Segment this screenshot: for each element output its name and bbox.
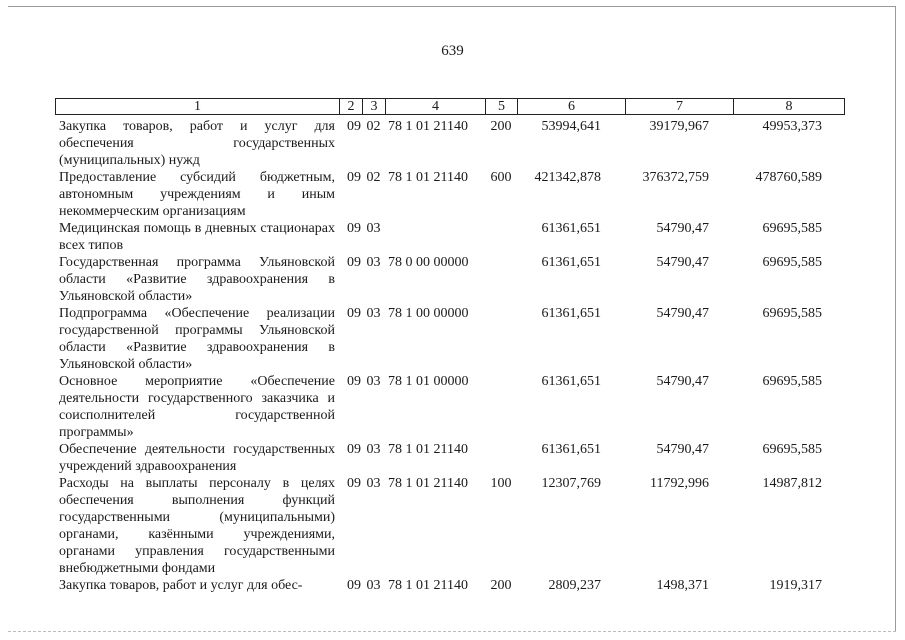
row-amount-2: 54790,47: [656, 255, 709, 270]
row-amount-3: 1919,317: [769, 578, 822, 593]
column-header-expense-type: 5: [486, 99, 518, 114]
row-expense-type: [485, 305, 517, 373]
row-target-article: 78 1 01 00000: [388, 374, 469, 389]
row-target-article: [385, 220, 485, 254]
row-expense-type: [485, 441, 517, 475]
column-header-amount-1: 6: [518, 99, 626, 114]
table-row: [55, 577, 845, 594]
row-expense-type: 100: [490, 476, 512, 491]
row-amount-2: 54790,47: [656, 221, 709, 236]
row-section: 09: [347, 442, 361, 457]
row-name: Предоставление субсидий бюджетным, автономным учреждениям и иным некоммерческим организациям: [59, 170, 335, 219]
row-expense-type: 200: [490, 119, 512, 134]
row-amount-2: 54790,47: [656, 442, 709, 457]
table-body: [55, 118, 845, 594]
column-header-section: 2: [340, 99, 363, 114]
page-number: 639: [441, 43, 464, 59]
row-section: 09: [347, 374, 361, 389]
row-amount-3: 478760,589: [755, 170, 822, 185]
row-amount-3: 69695,585: [762, 255, 822, 270]
row-name: Медицинская помощь в дневных стационарах всех типов: [59, 221, 335, 253]
column-header-amount-3: 8: [785, 99, 793, 114]
row-subsection: 02: [366, 170, 381, 185]
row-expense-type: [485, 254, 517, 305]
row-section: 09: [347, 119, 361, 134]
row-amount-3: 69695,585: [762, 442, 822, 457]
row-section: 09: [347, 221, 361, 236]
row-name: Расходы на выплаты персоналу в целях обеспечения выполнения функций государственными (муниципальными) органами, казёнными учреждениями, органами управления государственными внебюджетными фондами: [59, 476, 335, 576]
row-name: Подпрограмма «Обеспечение реализации государственной программы Ульяновской области «Развитие здравоохранения в Ульяновской области»: [59, 306, 335, 372]
page-frame-bottom: [8, 631, 896, 633]
row-amount-2: 11792,996: [650, 476, 709, 491]
row-amount-1: 61361,651: [541, 221, 601, 236]
row-expense-type: 600: [490, 170, 512, 185]
row-target-article: 78 1 01 21140: [388, 170, 468, 185]
row-section: 09: [347, 306, 361, 321]
table-row: [55, 254, 845, 305]
row-section: 09: [347, 578, 361, 593]
row-expense-type: [485, 373, 517, 441]
row-amount-3: 69695,585: [762, 306, 822, 321]
table-row: [55, 373, 845, 441]
row-section: 09: [347, 476, 361, 491]
page-frame-top: [8, 6, 896, 7]
table-row: [55, 305, 845, 373]
row-subsection: 03: [366, 442, 381, 457]
row-amount-1: 53994,641: [541, 119, 601, 134]
row-name: Закупка товаров, работ и услуг для обеспечения государственных (муниципальных) нужд: [59, 119, 335, 168]
row-amount-1: 61361,651: [541, 255, 601, 270]
row-amount-3: 69695,585: [762, 374, 822, 389]
row-amount-1: 61361,651: [541, 442, 601, 457]
row-target-article: 78 1 00 00000: [388, 306, 469, 321]
row-expense-type: 200: [490, 578, 512, 593]
row-target-article: 78 1 01 21140: [388, 578, 468, 593]
column-header-amount-2: 7: [626, 99, 734, 114]
row-target-article: 78 1 01 21140: [388, 476, 468, 491]
row-amount-2: 54790,47: [656, 306, 709, 321]
column-header-name: 1: [56, 99, 340, 114]
row-subsection: 03: [366, 221, 381, 236]
row-subsection: 02: [366, 119, 381, 134]
row-name: Основное мероприятие «Обеспечение деятельности государственного заказчика и соисполнителей государственной программы»: [59, 374, 335, 440]
row-amount-3: 49953,373: [762, 119, 822, 134]
row-amount-3: 14987,812: [762, 476, 822, 491]
row-amount-1: 2809,237: [548, 578, 601, 593]
column-header-subsection: 3: [363, 99, 386, 114]
row-section: 09: [347, 170, 361, 185]
table-row: [55, 169, 845, 220]
row-target-article: 78 0 00 00000: [388, 255, 469, 270]
page-frame-right: [895, 6, 896, 632]
row-amount-1: 421342,878: [534, 170, 601, 185]
table-row: [55, 475, 845, 577]
row-name: Государственная программа Ульяновской области «Развитие здравоохранения в Ульяновской области»: [59, 255, 335, 304]
row-amount-1: 61361,651: [541, 306, 601, 321]
table-row: [55, 441, 845, 475]
row-subsection: 03: [366, 374, 381, 389]
row-amount-1: 61361,651: [541, 374, 601, 389]
row-subsection: 03: [366, 476, 381, 491]
row-amount-2: 376372,759: [642, 170, 709, 185]
row-subsection: 03: [366, 306, 381, 321]
table-row: [55, 220, 845, 254]
row-amount-2: 1498,371: [656, 578, 709, 593]
row-section: 09: [347, 255, 361, 270]
row-amount-3: 69695,585: [762, 221, 822, 236]
row-amount-2: 54790,47: [656, 374, 709, 389]
row-target-article: 78 1 01 21140: [388, 119, 468, 134]
row-subsection: 03: [366, 578, 381, 593]
column-header-target-article: 4: [386, 99, 486, 114]
row-amount-1: 12307,769: [541, 476, 601, 491]
table-header: [55, 98, 845, 115]
table-row: [55, 118, 845, 169]
row-amount-2: 39179,967: [649, 119, 709, 134]
row-expense-type: [485, 220, 517, 254]
row-name: Закупка товаров, работ и услуг для обес-: [59, 578, 303, 593]
row-target-article: 78 1 01 21140: [388, 442, 468, 457]
row-name: Обеспечение деятельности государственных учреждений здравоохранения: [59, 442, 335, 474]
row-subsection: 03: [366, 255, 381, 270]
